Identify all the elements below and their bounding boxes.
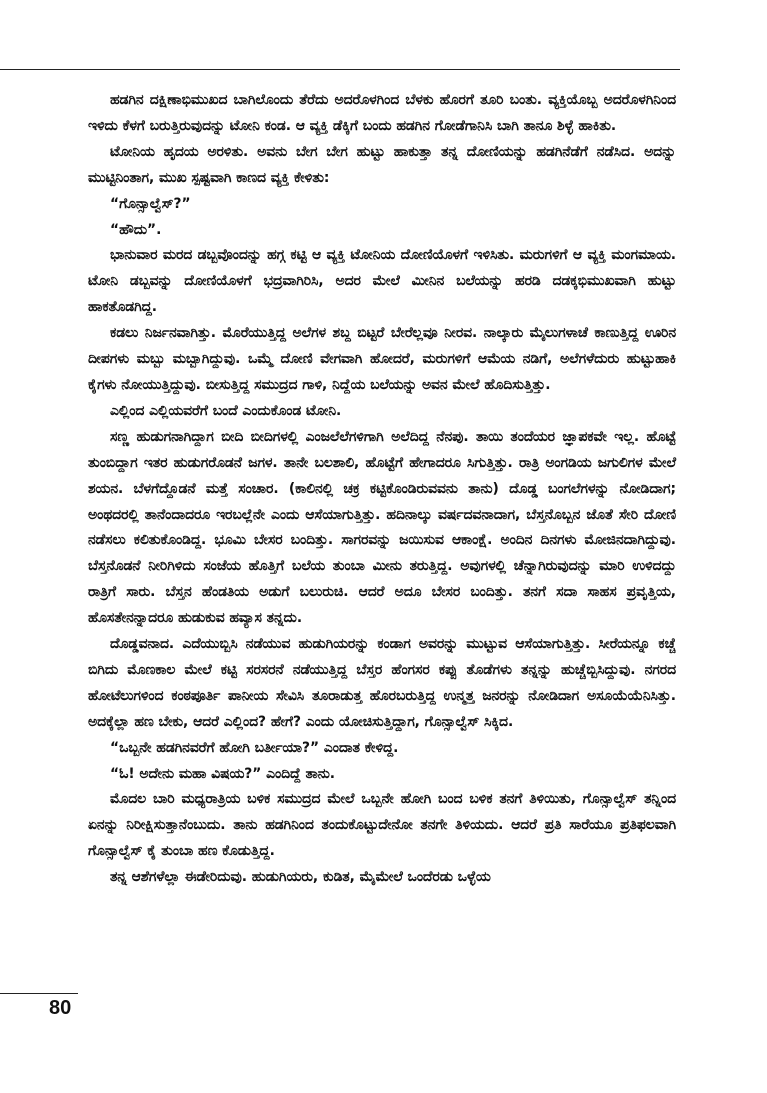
page-number: 80	[49, 997, 72, 1019]
paragraph: ಮೊದಲ ಬಾರಿ ಮಧ್ಯರಾತ್ರಿಯ ಬಳಿಕ ಸಮುದ್ರದ ಮೇಲೆ ಒಬ್ಬನೇ ಹೋಗಿ ಬಂದ ಬಳಿಕ ತನಗೆ ತಿಳಿಯಿತು, ಗೊನ್ಸಾಲ್ವೆಸ್ ತನ್ನಿಂದ ಏನನ್ನು ನಿರೀಕ್ಷಿಸುತ್ತಾನೆಂಬುದು. ತಾನು ಹಡಗಿನಿಂದ ತಂದುಕೊಟ್ಟುದೇನೋ ತನಗೇ ತಿಳಿಯದು. ಆದರೆ ಪ್ರತಿ ಸಾರೆಯೂ ಪ್ರತಿಫಲವಾಗಿ ಗೊನ್ಸಾಲ್ವೆಸ್ ಕೈ ತುಂಬಾ ಹಣ ಕೊಡುತ್ತಿದ್ದ.	[88, 791, 676, 860]
dialogue-line: “ಓ! ಅದೇನು ಮಹಾ ವಿಷಯ?” ಎಂದಿದ್ದೆ ತಾನು.	[110, 765, 336, 782]
paragraph: ದೊಡ್ಡವನಾದ. ಎದೆಯುಬ್ಬಿಸಿ ನಡೆಯುವ ಹುಡುಗಿಯರನ್ನು ಕಂಡಾಗ ಅವರನ್ನು ಮುಟ್ಟುವ ಆಸೆಯಾಗುತ್ತಿತ್ತು. ಸೀರೆಯನ್ನೂ ಕಚ್ಚೆ ಬಿಗಿದು ಮೊಣಕಾಲ ಮೇಲೆ ಕಟ್ಟಿ ಸರಸರನೆ ನಡೆಯುತ್ತಿದ್ದ ಬೆಸ್ತರ ಹೆಂಗಸರ ಕಪ್ಪು ತೊಡೆಗಳು ತನ್ನನ್ನು ಹುಚ್ಚೆಬ್ಬಿಸಿದ್ದುವು. ನಗರದ ಹೋಟೆಲುಗಳಿಂದ ಕಂಠಪೂರ್ತಿ ಪಾನೀಯ ಸೇವಿಸಿ ತೂರಾಡುತ್ತ ಹೊರಬರುತ್ತಿದ್ದ ಉನ್ಮತ್ತ ಜನರನ್ನು ನೋಡಿದಾಗ ಅಸೂಯೆಯೆನಿಸಿತ್ತು. ಅದಕ್ಕೆಲ್ಲಾ ಹಣ ಬೇಕು, ಆದರೆ ಎಲ್ಲಿಂದ? ಹೇಗೆ? ಎಂದು ಯೋಚಿಸುತ್ತಿದ್ದಾಗ, ಗೊನ್ಸಾಲ್ವೆಸ್ ಸಿಕ್ಕಿದ.	[88, 636, 676, 730]
paragraph: ತನ್ನ ಆಶೆಗಳೆಲ್ಲಾ ಈಡೇರಿದುವು. ಹುಡುಗಿಯರು, ಕುಡಿತ, ಮೈಮೇಲೆ ಒಂದೆರಡು ಒಳ್ಳೆಯ	[110, 869, 491, 886]
dialogue-line: “ಹೌದು”.	[110, 221, 162, 238]
body-text	[88, 88, 676, 891]
dialogue-line: “ಗೊನ್ಸಾಲ್ವೆಸ್?”	[110, 195, 191, 212]
paragraph: ಭಾನುವಾರ ಮರದ ಡಬ್ಬವೊಂದನ್ನು ಹಗ್ಗ ಕಟ್ಟಿ ಆ ವ್ಯಕ್ತಿ ಟೋನಿಯ ದೋಣಿಯೊಳಗೆ ಇಳಿಸಿತು. ಮರುಗಳಿಗೆ ಆ ವ್ಯಕ್ತಿ ಮಂಗಮಾಯ. ಟೋನಿ ಡಬ್ಬವನ್ನು ದೋಣಿಯೊಳಗೆ ಭದ್ರವಾಗಿರಿಸಿ, ಅದರ ಮೇಲೆ ಮೀನಿನ ಬಲೆಯನ್ನು ಹರಡಿ ದಡಕ್ಕಭಿಮುಖವಾಗಿ ಹುಟ್ಟು ಹಾಕತೊಡಗಿದ್ದ.	[88, 247, 676, 316]
paragraph: ಸಣ್ಣ ಹುಡುಗನಾಗಿದ್ದಾಗ ಬೀದಿ ಬೀದಿಗಳಲ್ಲಿ ಎಂಜಲೆಲೆಗಳಿಗಾಗಿ ಅಲೆದಿದ್ದ ನೆನಪು. ತಾಯಿ ತಂದೆಯರ ಜ್ಞಾಪಕವೇ ಇಲ್ಲ. ಹೊಟ್ಟೆ ತುಂಬಿದ್ದಾಗ ಇತರ ಹುಡುಗರೊಡನೆ ಜಗಳ. ತಾನೇ ಬಲಶಾಲಿ, ಹೊಟ್ಟೆಗೆ ಹೇಗಾದರೂ ಸಿಗುತ್ತಿತ್ತು. ರಾತ್ರಿ ಅಂಗಡಿಯ ಜಗುಲಿಗಳ ಮೇಲೆ ಶಯನ. ಬೆಳಗೆದ್ದೊಡನೆ ಮತ್ತೆ ಸಂಚಾರ. (ಕಾಲಿನಲ್ಲಿ ಚಕ್ರ ಕಟ್ಟಿಕೊಂಡಿರುವವನು ತಾನು) ದೊಡ್ಡ ಬಂಗಲೆಗಳನ್ನು ನೋಡಿದಾಗ; ಅಂಥದರಲ್ಲಿ ತಾನೆಂದಾದರೂ ಇರಬಲ್ಲೆನೇ ಎಂದು ಆಸೆಯಾಗುತ್ತಿತ್ತು. ಹದಿನಾಲ್ಕು ವರ್ಷದವನಾದಾಗ, ಬೆಸ್ತನೊಬ್ಬನ ಜೊತೆ ಸೇರಿ ದೋಣಿ ನಡೆಸಲು ಕಲಿತುಕೊಂಡಿದ್ದ. ಭೂಮಿ ಬೇಸರ ಬಂದಿತ್ತು. ಸಾಗರವನ್ನು ಜಯಿಸುವ ಆಕಾಂಕ್ಷೆ. ಅಂದಿನ ದಿನಗಳು ಮೋಜಿನದಾಗಿದ್ದುವು. ಬೆಸ್ತನೊಡನೆ ನೀರಿಗಿಳಿದು ಸಂಜೆಯ ಹೊತ್ತಿಗೆ ಬಲೆಯ ತುಂಬಾ ಮೀನು ತರುತ್ತಿದ್ದ. ಅವುಗಳಲ್ಲಿ ಚೆನ್ನಾಗಿರುವುದನ್ನು ಮಾರಿ ಉಳಿದದ್ದು ರಾತ್ರಿಗೆ ಸಾರು. ಬೆಸ್ತನ ಹೆಂಡತಿಯ ಅಡುಗೆ ಬಲುರುಚಿ. ಆದರೆ ಅದೂ ಬೇಸರ ಬಂದಿತ್ತು. ತನಗೆ ಸದಾ ಸಾಹಸ ಪ್ರವೃತ್ತಿಯ, ಹೊಸತೇನನ್ನಾದರೂ ಹುಡುಕುವ ಹವ್ಯಾಸ ತನ್ನದು.	[88, 428, 676, 627]
paragraph: ಹಡಗಿನ ದಕ್ಷಿಣಾಭಿಮುಖದ ಬಾಗಿಲೊಂದು ತೆರೆದು ಅದರೊಳಗಿಂದ ಬೆಳಕು ಹೊರಗೆ ತೂರಿ ಬಂತು. ವ್ಯಕ್ತಿಯೊಬ್ಬ ಅದರೊಳಗಿನಿಂದ ಇಳಿದು ಕೆಳಗೆ ಬರುತ್ತಿರುವುದನ್ನು ಟೋನಿ ಕಂಡ. ಆ ವ್ಯಕ್ತಿ ಡೆಕ್ಕಿಗೆ ಬಂದು ಹಡಗಿನ ಗೋಡೆಗಾನಿಸಿ ಬಾಗಿ ತಾನೂ ಶಿಳ್ಳೆ ಹಾಕಿತು.	[88, 92, 676, 134]
paragraph: ಕಡಲು ನಿರ್ಜನವಾಗಿತ್ತು. ಮೊರೆಯುತ್ತಿದ್ದ ಅಲೆಗಳ ಶಬ್ದ ಬಿಟ್ಟರೆ ಬೇರೆಲ್ಲವೂ ನೀರವ. ನಾಲ್ಕಾರು ಮೈಲುಗಳಾಚೆ ಕಾಣುತ್ತಿದ್ದ ಊರಿನ ದೀಪಗಳು ಮಬ್ಬು ಮಬ್ಬಾಗಿದ್ದುವು. ಒಮ್ಮೆ ದೋಣಿ ವೇಗವಾಗಿ ಹೋದರೆ, ಮರುಗಳಿಗೆ ಆಮೆಯ ನಡಿಗೆ, ಅಲೆಗಳೆದುರು ಹುಟ್ಟುಹಾಕಿ ಕೈಗಳು ನೋಯುತ್ತಿದ್ದುವು. ಬೀಸುತ್ತಿದ್ದ ಸಮುದ್ರದ ಗಾಳಿ, ನಿದ್ದೆಯ ಬಲೆಯನ್ನು ಅವನ ಮೇಲೆ ಹೊದಿಸುತ್ತಿತ್ತು.	[88, 325, 676, 393]
dialogue-line: “ಒಬ್ಬನೇ ಹಡಗಿನವರೆಗೆ ಹೋಗಿ ಬರ್ತೀಯಾ?” ಎಂದಾತ ಕೇಳಿದ್ದ.	[110, 739, 399, 756]
paragraph: ಟೋನಿಯ ಹೃದಯ ಅರಳಿತು. ಅವನು ಬೇಗ ಬೇಗ ಹುಟ್ಟು ಹಾಕುತ್ತಾ ತನ್ನ ದೋಣಿಯನ್ನು ಹಡಗಿನೆಡೆಗೆ ನಡೆಸಿದ. ಅದನ್ನು ಮುಟ್ಟಿನಿಂತಾಗ, ಮುಖ ಸ್ಪಷ್ಟವಾಗಿ ಕಾಣದ ವ್ಯಕ್ತಿ ಕೇಳಿತು:	[88, 143, 676, 186]
header-rule	[0, 69, 680, 70]
paragraph: ಎಲ್ಲಿಂದ ಎಲ್ಲಿಯವರೆಗೆ ಬಂದೆ ಎಂದುಕೊಂಡ ಟೋನಿ.	[110, 402, 342, 419]
footer-rule	[0, 993, 78, 994]
